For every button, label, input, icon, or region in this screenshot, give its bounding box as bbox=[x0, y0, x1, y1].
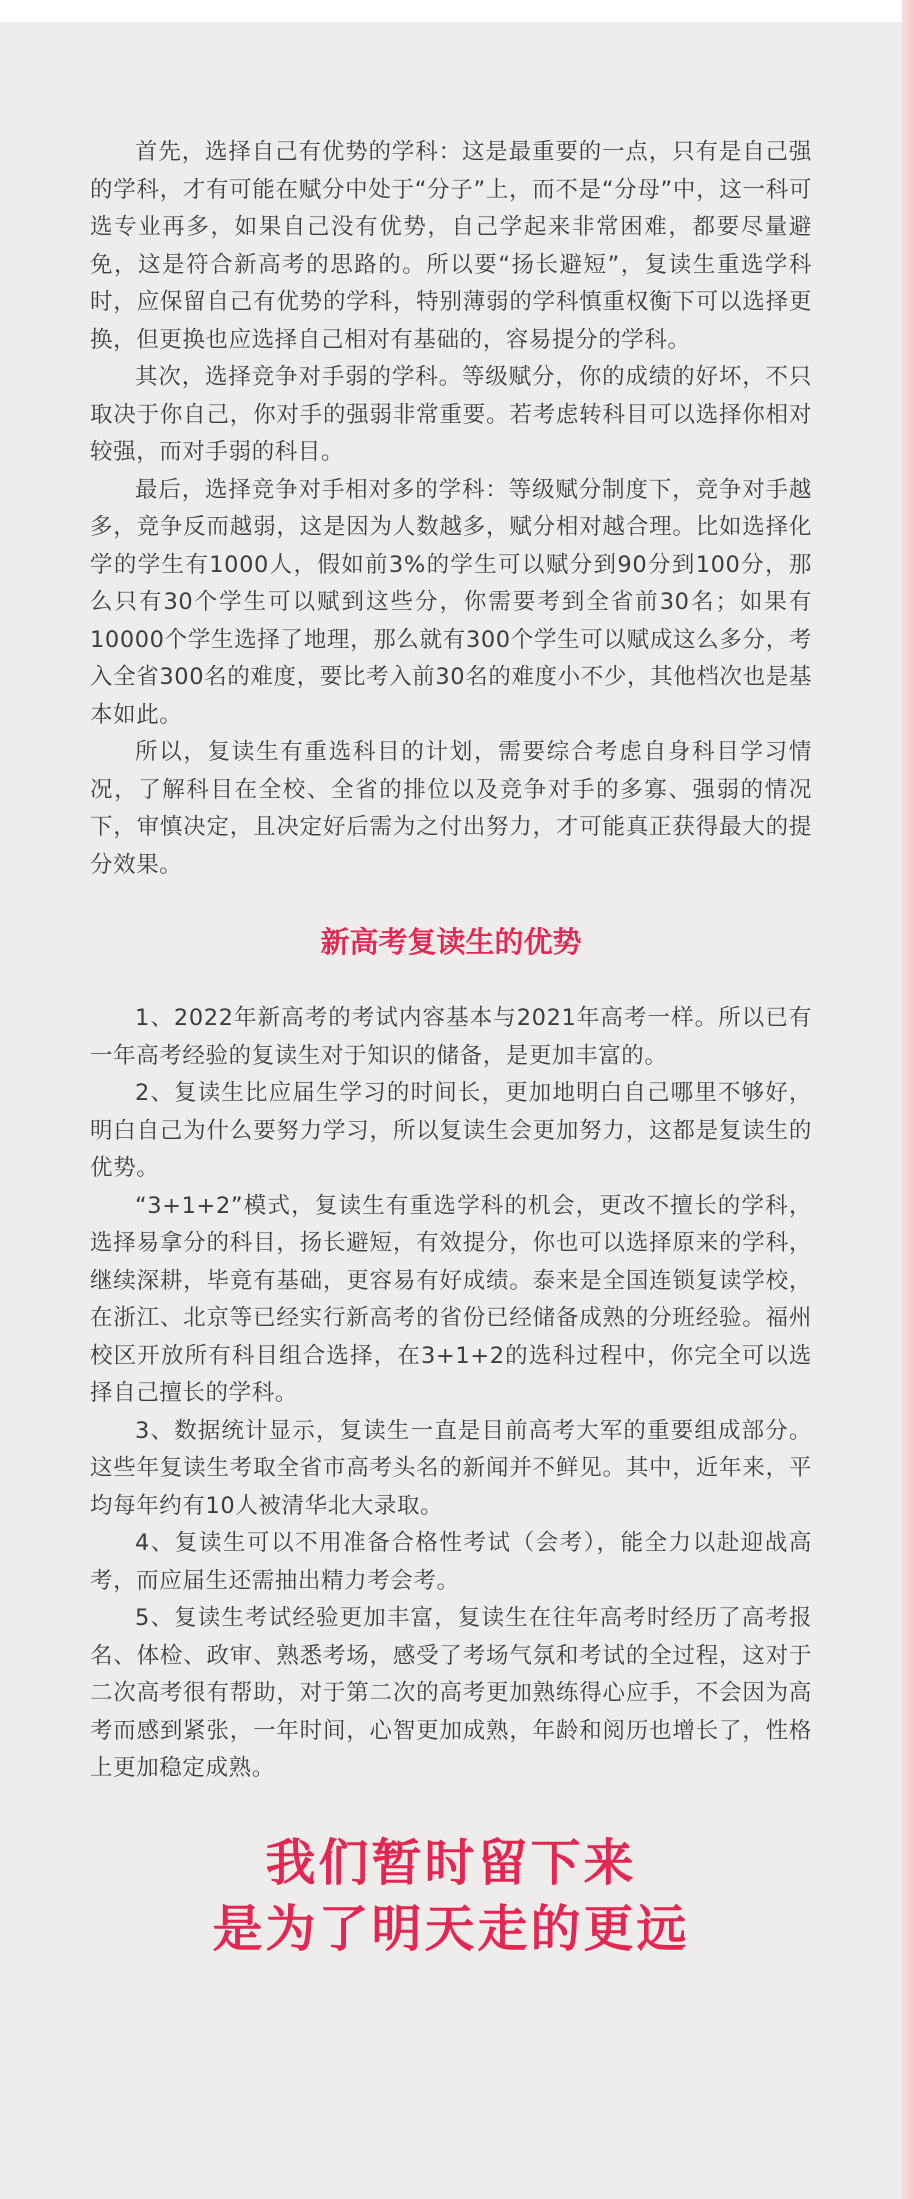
section-heading: 新高考复读生的优势 bbox=[320, 925, 582, 959]
slogan-line-2: 是为了明天走的更远 bbox=[212, 1899, 690, 1958]
paragraph-4: 所以，复读生有重选科目的计划，需要综合考虑自身科目学习情况，了解科目在全校、全省的排位以及竞争对手的多寡、强弱的情况下，审慎决定，且决定好后需为之付出努力，才可能真正获得最大的提分效果。 bbox=[90, 739, 812, 878]
advantage-paragraph-6: 5、复读生考试经验更加丰富，复读生在往年高考时经历了高考报名、体检、政审、熟悉考场，感受了考场气氛和考试的全过程，这对于二次高考很有帮助，对于第二次的高考更加熟练得心应手，不会因为高考而感到紧张，一年时间，心智更加成熟，年龄和阅历也增长了，性格上更加稳定成熟。 bbox=[90, 1605, 812, 1781]
slogan bbox=[90, 1830, 812, 1962]
advantage-paragraph-1: 1、2022年新高考的考试内容基本与2021年高考一样。所以已有一年高考经验的复读生对于知识的储备，是更加丰富的。 bbox=[90, 1005, 812, 1069]
paragraph-2: 其次，选择竞争对手弱的学科。等级赋分，你的成绩的好坏，不只取决于你自己，你对手的强弱非常重要。若考虑转科目可以选择你相对较强，而对手弱的科目。 bbox=[90, 364, 812, 465]
advantage-paragraph-3: “3+1+2”模式，复读生有重选学科的机会，更改不擅长的学科，选择易拿分的科目，扬长避短，有效提分，你也可以选择原来的学科，继续深耕，毕竟有基础，更容易有好成绩。泰来是全国连锁复读学校，在浙江、北京等已经实行新高考的省份已经储备成熟的分班经验。福州校区开放所有科目组合选择，在3+1+2的选科过程中，你完全可以选择自己擅长的学科。 bbox=[90, 1192, 812, 1406]
paragraph-1: 首先，选择自己有优势的学科：这是最重要的一点，只有是自己强的学科，才有可能在赋分中处于“分子”上，而不是“分母”中，这一科可选专业再多，如果自己没有优势，自己学起来非常困难，都要尽量避免，这是符合新高考的思路的。所以要“扬长避短”，复读生重选学科时，应保留自己有优势的学科，特别薄弱的学科慎重权衡下可以选择更换，但更换也应选择自己相对有基础的，容易提分的学科。 bbox=[90, 139, 812, 353]
advantage-paragraph-2: 2、复读生比应届生学习的时间长，更加地明白自己哪里不够好，明白自己为什么要努力学习，所以复读生会更加努力，这都是复读生的优势。 bbox=[90, 1080, 812, 1181]
advantage-paragraph-4: 3、数据统计显示，复读生一直是目前高考大军的重要组成部分。这些年复读生考取全省市高考头名的新闻并不鲜见。其中，近年来，平均每年约有10人被清华北大录取。 bbox=[90, 1417, 812, 1519]
paragraph-3: 最后，选择竞争对手相对多的学科：等级赋分制度下，竞争对手越多，竞争反而越弱，这是因为人数越多，赋分相对越合理。比如选择化学的学生有1000人，假如前3%的学生可以赋分到90分到100分，那么只有30个学生可以赋到这些分，你需要考到全省前30名；如果有10000个学生选择了地理，那么就有300个学生可以赋成这么多分，考入全省300名的难度，要比考入前30名的难度小不少，其他档次也是基本如此。 bbox=[90, 476, 812, 728]
article-body bbox=[90, 134, 812, 1962]
page-edge-decoration bbox=[902, 0, 914, 2199]
advantage-paragraph-5: 4、复读生可以不用准备合格性考试（会考），能全力以赴迎战高考，而应届生还需抽出精力考会考。 bbox=[90, 1530, 812, 1594]
slogan-line-1: 我们暂时留下来 bbox=[265, 1833, 637, 1892]
